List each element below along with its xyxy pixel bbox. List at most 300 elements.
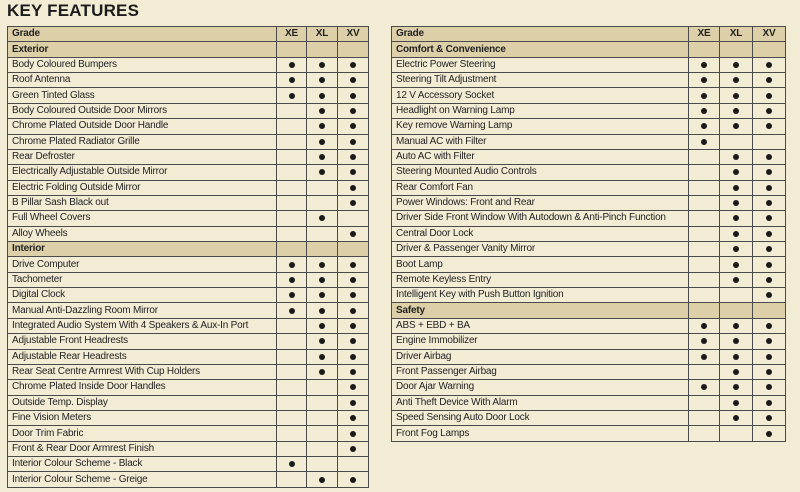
- included-dot: [766, 369, 772, 375]
- grade-cell-xe: [689, 411, 720, 426]
- grade-header-label: Grade: [392, 27, 689, 42]
- included-dot: [350, 123, 356, 129]
- feature-label: Rear Comfort Fan: [392, 181, 689, 196]
- grade-cell-xe: [689, 334, 720, 349]
- feature-label: Fine Vision Meters: [8, 411, 277, 426]
- included-dot: [733, 277, 739, 283]
- feature-label: Manual AC with Filter: [392, 135, 689, 150]
- grade-cell-xe: [277, 88, 307, 103]
- grade-cell-xv: [338, 472, 369, 487]
- included-dot: [319, 123, 325, 129]
- grade-cell-xe: [277, 58, 307, 73]
- included-dot: [766, 292, 772, 298]
- grade-column-xe: XE: [689, 27, 720, 42]
- included-dot: [350, 308, 356, 314]
- grade-cell-xl: [307, 334, 338, 349]
- grade-cell-xv: [338, 396, 369, 411]
- grade-cell-xl: [720, 196, 753, 211]
- included-dot: [733, 231, 739, 237]
- section-label: Safety: [392, 303, 689, 318]
- included-dot: [733, 384, 739, 390]
- included-dot: [733, 185, 739, 191]
- included-dot: [733, 246, 739, 252]
- included-dot: [319, 262, 325, 268]
- included-dot: [289, 62, 295, 68]
- included-dot: [733, 108, 739, 114]
- included-dot: [701, 123, 707, 129]
- grade-column-xv: XV: [753, 27, 786, 42]
- grade-cell-xl: [720, 334, 753, 349]
- grade-cell-xl: [307, 288, 338, 303]
- included-dot: [733, 62, 739, 68]
- section-spacer-cell: [277, 242, 307, 257]
- grade-cell-xe: [689, 58, 720, 73]
- included-dot: [733, 338, 739, 344]
- feature-label: Door Ajar Warning: [392, 380, 689, 395]
- grade-cell-xl: [307, 165, 338, 180]
- grade-cell-xl: [720, 396, 753, 411]
- included-dot: [319, 277, 325, 283]
- grade-cell-xe: [689, 396, 720, 411]
- grade-cell-xv: [338, 104, 369, 119]
- grade-cell-xl: [720, 273, 753, 288]
- section-spacer-cell: [338, 242, 369, 257]
- grade-cell-xv: [338, 457, 369, 472]
- grade-cell-xl: [307, 104, 338, 119]
- feature-label: Boot Lamp: [392, 257, 689, 272]
- feature-label: Full Wheel Covers: [8, 211, 277, 226]
- included-dot: [350, 446, 356, 452]
- grade-cell-xv: [338, 165, 369, 180]
- grade-cell-xl: [720, 365, 753, 380]
- included-dot: [319, 369, 325, 375]
- feature-label: Remote Keyless Entry: [392, 273, 689, 288]
- grade-cell-xl: [720, 242, 753, 257]
- included-dot: [350, 354, 356, 360]
- grade-cell-xl: [720, 181, 753, 196]
- grade-cell-xv: [753, 196, 786, 211]
- grade-cell-xl: [720, 380, 753, 395]
- included-dot: [319, 292, 325, 298]
- grade-cell-xe: [277, 442, 307, 457]
- feature-label: 12 V Accessory Socket: [392, 88, 689, 103]
- included-dot: [766, 323, 772, 329]
- included-dot: [766, 384, 772, 390]
- grade-cell-xe: [277, 334, 307, 349]
- grade-cell-xe: [277, 211, 307, 226]
- grade-cell-xl: [720, 288, 753, 303]
- grade-cell-xv: [338, 319, 369, 334]
- included-dot: [701, 323, 707, 329]
- grade-cell-xl: [307, 472, 338, 487]
- grade-cell-xv: [338, 257, 369, 272]
- included-dot: [733, 415, 739, 421]
- included-dot: [319, 323, 325, 329]
- grade-cell-xv: [753, 411, 786, 426]
- grade-cell-xe: [689, 365, 720, 380]
- included-dot: [733, 369, 739, 375]
- included-dot: [766, 431, 772, 437]
- grade-cell-xl: [720, 426, 753, 441]
- grade-cell-xv: [753, 119, 786, 134]
- feature-label: Electric Folding Outside Mirror: [8, 181, 277, 196]
- feature-label: Body Coloured Bumpers: [8, 58, 277, 73]
- feature-label: Interior Colour Scheme - Greige: [8, 472, 277, 487]
- grade-cell-xe: [689, 426, 720, 441]
- included-dot: [701, 354, 707, 360]
- included-dot: [766, 415, 772, 421]
- included-dot: [733, 154, 739, 160]
- included-dot: [319, 338, 325, 344]
- feature-label: Alloy Wheels: [8, 227, 277, 242]
- grade-cell-xe: [277, 457, 307, 472]
- grade-cell-xl: [307, 73, 338, 88]
- included-dot: [350, 262, 356, 268]
- feature-label: Front Fog Lamps: [392, 426, 689, 441]
- grade-cell-xe: [277, 350, 307, 365]
- grade-cell-xe: [277, 104, 307, 119]
- grade-cell-xv: [753, 73, 786, 88]
- grade-cell-xl: [307, 380, 338, 395]
- included-dot: [733, 93, 739, 99]
- included-dot: [319, 139, 325, 145]
- section-label: Interior: [8, 242, 277, 257]
- grade-cell-xe: [689, 119, 720, 134]
- grade-cell-xe: [277, 426, 307, 441]
- grade-cell-xl: [720, 411, 753, 426]
- grade-cell-xv: [753, 165, 786, 180]
- feature-label: Drive Computer: [8, 257, 277, 272]
- feature-label: ABS + EBD + BA: [392, 319, 689, 334]
- included-dot: [350, 200, 356, 206]
- grade-cell-xv: [338, 150, 369, 165]
- included-dot: [766, 93, 772, 99]
- included-dot: [319, 215, 325, 221]
- grade-cell-xv: [753, 365, 786, 380]
- grade-cell-xe: [689, 181, 720, 196]
- feature-label: Driver Side Front Window With Autodown & Anti-Pinch Function: [392, 211, 689, 226]
- grade-cell-xe: [277, 303, 307, 318]
- included-dot: [701, 93, 707, 99]
- feature-label: Body Coloured Outside Door Mirrors: [8, 104, 277, 119]
- included-dot: [701, 108, 707, 114]
- feature-label: Driver & Passenger Vanity Mirror: [392, 242, 689, 257]
- included-dot: [350, 384, 356, 390]
- included-dot: [766, 185, 772, 191]
- included-dot: [319, 354, 325, 360]
- grade-cell-xv: [338, 334, 369, 349]
- grade-cell-xl: [307, 135, 338, 150]
- included-dot: [350, 338, 356, 344]
- grade-cell-xl: [307, 257, 338, 272]
- grade-header-label: Grade: [8, 27, 277, 42]
- grade-cell-xl: [307, 396, 338, 411]
- feature-label: Door Trim Fabric: [8, 426, 277, 441]
- included-dot: [319, 477, 325, 483]
- included-dot: [766, 338, 772, 344]
- grade-cell-xv: [753, 319, 786, 334]
- grade-cell-xe: [689, 257, 720, 272]
- included-dot: [350, 62, 356, 68]
- included-dot: [319, 62, 325, 68]
- grade-cell-xv: [338, 119, 369, 134]
- grade-cell-xv: [338, 411, 369, 426]
- grade-cell-xl: [720, 165, 753, 180]
- grade-cell-xl: [307, 196, 338, 211]
- grade-cell-xv: [753, 288, 786, 303]
- grade-cell-xe: [277, 165, 307, 180]
- grade-cell-xl: [720, 73, 753, 88]
- grade-cell-xl: [307, 181, 338, 196]
- grade-cell-xe: [689, 165, 720, 180]
- grade-cell-xe: [689, 135, 720, 150]
- feature-label: Intelligent Key with Push Button Ignition: [392, 288, 689, 303]
- included-dot: [289, 461, 295, 467]
- grade-cell-xv: [753, 150, 786, 165]
- grade-cell-xv: [338, 88, 369, 103]
- feature-label: Headlight on Warning Lamp: [392, 104, 689, 119]
- grade-cell-xl: [720, 88, 753, 103]
- grade-cell-xv: [338, 196, 369, 211]
- section-spacer-cell: [307, 42, 338, 57]
- grade-cell-xe: [277, 181, 307, 196]
- grade-cell-xv: [338, 288, 369, 303]
- feature-label: Tachometer: [8, 273, 277, 288]
- feature-label: Interior Colour Scheme - Black: [8, 457, 277, 472]
- grade-column-xl: XL: [720, 27, 753, 42]
- included-dot: [350, 431, 356, 437]
- included-dot: [350, 277, 356, 283]
- included-dot: [289, 292, 295, 298]
- feature-label: Rear Seat Centre Armrest With Cup Holders: [8, 365, 277, 380]
- feature-label: Speed Sensing Auto Door Lock: [392, 411, 689, 426]
- included-dot: [766, 246, 772, 252]
- feature-label: Rear Defroster: [8, 150, 277, 165]
- included-dot: [319, 154, 325, 160]
- feature-label: Central Door Lock: [392, 227, 689, 242]
- included-dot: [289, 93, 295, 99]
- grade-cell-xe: [277, 365, 307, 380]
- grade-cell-xe: [277, 150, 307, 165]
- included-dot: [319, 77, 325, 83]
- included-dot: [766, 169, 772, 175]
- grade-cell-xv: [753, 396, 786, 411]
- included-dot: [289, 77, 295, 83]
- grade-cell-xe: [689, 350, 720, 365]
- grade-cell-xe: [689, 104, 720, 119]
- feature-label: Steering Tilt Adjustment: [392, 73, 689, 88]
- grade-cell-xv: [753, 273, 786, 288]
- included-dot: [766, 108, 772, 114]
- feature-label: B Pillar Sash Black out: [8, 196, 277, 211]
- included-dot: [701, 62, 707, 68]
- grade-cell-xl: [720, 211, 753, 226]
- grade-cell-xl: [720, 150, 753, 165]
- grade-cell-xe: [277, 196, 307, 211]
- grade-cell-xv: [338, 350, 369, 365]
- grade-cell-xl: [307, 227, 338, 242]
- included-dot: [289, 277, 295, 283]
- section-spacer-cell: [338, 42, 369, 57]
- page-title: KEY FEATURES: [7, 1, 140, 20]
- included-dot: [350, 77, 356, 83]
- grade-cell-xl: [307, 365, 338, 380]
- feature-label: Outside Temp. Display: [8, 396, 277, 411]
- included-dot: [319, 169, 325, 175]
- grade-cell-xe: [277, 288, 307, 303]
- grade-cell-xv: [338, 442, 369, 457]
- included-dot: [350, 185, 356, 191]
- section-spacer-cell: [689, 303, 720, 318]
- included-dot: [733, 200, 739, 206]
- grade-cell-xv: [338, 181, 369, 196]
- included-dot: [319, 308, 325, 314]
- grade-cell-xv: [338, 73, 369, 88]
- grade-cell-xl: [307, 119, 338, 134]
- grade-cell-xv: [753, 257, 786, 272]
- included-dot: [733, 323, 739, 329]
- feature-label: Auto AC with Filter: [392, 150, 689, 165]
- section-label: Exterior: [8, 42, 277, 57]
- grade-cell-xe: [689, 150, 720, 165]
- feature-label: Digital Clock: [8, 288, 277, 303]
- feature-label: Steering Mounted Audio Controls: [392, 165, 689, 180]
- feature-label: Key remove Warning Lamp: [392, 119, 689, 134]
- included-dot: [701, 384, 707, 390]
- section-spacer-cell: [720, 42, 753, 57]
- grade-column-xl: XL: [307, 27, 338, 42]
- included-dot: [766, 354, 772, 360]
- grade-cell-xe: [277, 227, 307, 242]
- grade-cell-xe: [689, 227, 720, 242]
- section-spacer-cell: [307, 242, 338, 257]
- included-dot: [766, 200, 772, 206]
- grade-cell-xl: [307, 150, 338, 165]
- grade-cell-xv: [338, 211, 369, 226]
- grade-cell-xv: [753, 135, 786, 150]
- grade-cell-xe: [277, 119, 307, 134]
- grade-cell-xv: [753, 88, 786, 103]
- feature-label: Adjustable Rear Headrests: [8, 350, 277, 365]
- grade-column-xv: XV: [338, 27, 369, 42]
- included-dot: [350, 323, 356, 329]
- feature-label: Engine Immobilizer: [392, 334, 689, 349]
- grade-cell-xl: [307, 303, 338, 318]
- grade-cell-xv: [753, 242, 786, 257]
- grade-cell-xe: [689, 242, 720, 257]
- included-dot: [350, 231, 356, 237]
- feature-label: Anti Theft Device With Alarm: [392, 396, 689, 411]
- grade-cell-xv: [338, 426, 369, 441]
- section-label: Comfort & Convenience: [392, 42, 689, 57]
- included-dot: [289, 308, 295, 314]
- included-dot: [733, 400, 739, 406]
- grade-cell-xv: [338, 135, 369, 150]
- included-dot: [733, 169, 739, 175]
- grade-cell-xv: [753, 426, 786, 441]
- grade-cell-xe: [689, 319, 720, 334]
- included-dot: [319, 108, 325, 114]
- grade-cell-xl: [307, 273, 338, 288]
- grade-cell-xl: [307, 350, 338, 365]
- grade-cell-xl: [720, 257, 753, 272]
- feature-label: Manual Anti-Dazzling Room Mirror: [8, 303, 277, 318]
- grade-cell-xv: [753, 58, 786, 73]
- feature-label: Chrome Plated Inside Door Handles: [8, 380, 277, 395]
- features-table-left: [7, 26, 369, 488]
- features-table-right: [391, 26, 786, 442]
- grade-cell-xe: [689, 380, 720, 395]
- section-spacer-cell: [753, 42, 786, 57]
- grade-cell-xl: [720, 119, 753, 134]
- section-spacer-cell: [753, 303, 786, 318]
- grade-cell-xe: [689, 288, 720, 303]
- grade-cell-xe: [277, 135, 307, 150]
- grade-cell-xl: [720, 319, 753, 334]
- grade-cell-xl: [307, 211, 338, 226]
- included-dot: [350, 292, 356, 298]
- grade-cell-xl: [720, 58, 753, 73]
- feature-label: Green Tinted Glass: [8, 88, 277, 103]
- grade-cell-xv: [338, 303, 369, 318]
- grade-cell-xe: [689, 273, 720, 288]
- included-dot: [701, 77, 707, 83]
- grade-cell-xv: [338, 365, 369, 380]
- grade-cell-xv: [753, 181, 786, 196]
- grade-cell-xv: [338, 227, 369, 242]
- feature-label: Driver Airbag: [392, 350, 689, 365]
- included-dot: [766, 62, 772, 68]
- included-dot: [350, 169, 356, 175]
- grade-cell-xv: [753, 380, 786, 395]
- grade-cell-xe: [689, 196, 720, 211]
- grade-cell-xl: [307, 319, 338, 334]
- grade-cell-xe: [277, 273, 307, 288]
- feature-label: Electrically Adjustable Outside Mirror: [8, 165, 277, 180]
- grade-cell-xv: [753, 211, 786, 226]
- included-dot: [350, 477, 356, 483]
- grade-cell-xe: [277, 257, 307, 272]
- included-dot: [733, 262, 739, 268]
- included-dot: [766, 262, 772, 268]
- grade-cell-xv: [753, 334, 786, 349]
- grade-cell-xe: [277, 396, 307, 411]
- included-dot: [766, 154, 772, 160]
- grade-cell-xl: [720, 104, 753, 119]
- grade-cell-xl: [307, 88, 338, 103]
- included-dot: [766, 215, 772, 221]
- included-dot: [766, 277, 772, 283]
- grade-cell-xe: [277, 73, 307, 88]
- grade-cell-xv: [753, 104, 786, 119]
- grade-cell-xe: [277, 411, 307, 426]
- section-spacer-cell: [720, 303, 753, 318]
- included-dot: [733, 215, 739, 221]
- included-dot: [766, 231, 772, 237]
- grade-cell-xe: [689, 73, 720, 88]
- grade-cell-xl: [307, 411, 338, 426]
- grade-cell-xe: [277, 319, 307, 334]
- included-dot: [350, 369, 356, 375]
- feature-label: Integrated Audio System With 4 Speakers & Aux-In Port: [8, 319, 277, 334]
- included-dot: [350, 154, 356, 160]
- feature-label: Power Windows: Front and Rear: [392, 196, 689, 211]
- grade-cell-xv: [338, 273, 369, 288]
- feature-label: Front & Rear Door Armrest Finish: [8, 442, 277, 457]
- included-dot: [350, 415, 356, 421]
- grade-column-xe: XE: [277, 27, 307, 42]
- included-dot: [733, 77, 739, 83]
